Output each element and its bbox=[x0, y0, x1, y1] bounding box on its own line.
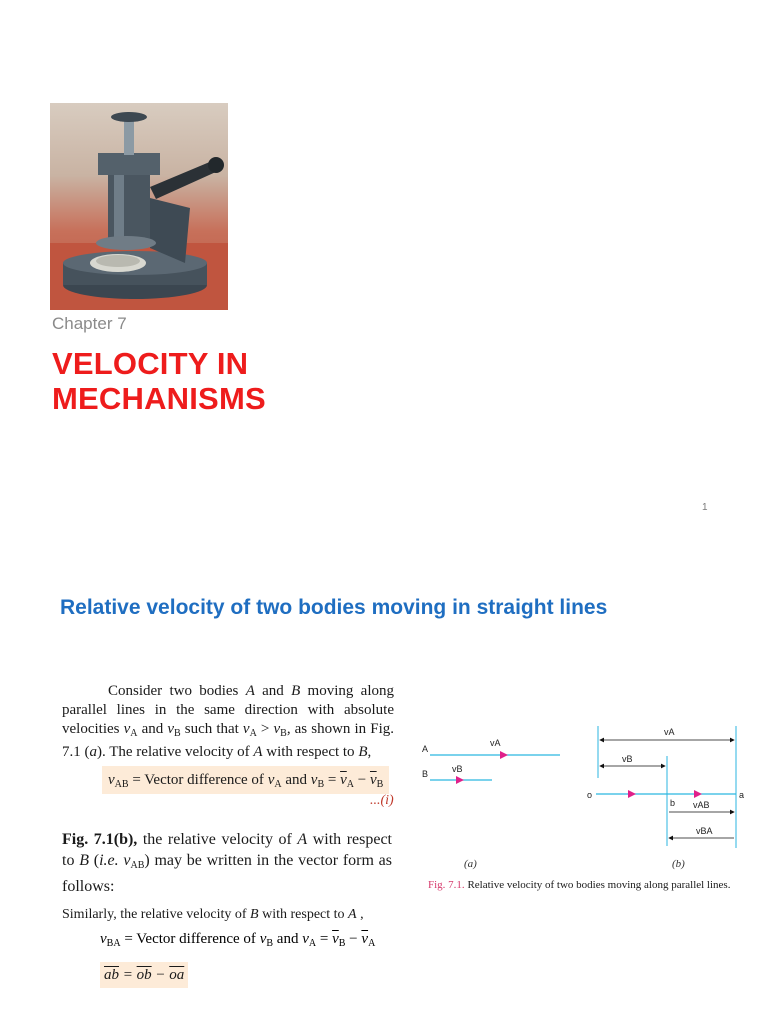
equation-vab: $v_{AB}$ = Vector difference of $v_A$ and $v_B = \overline{v}_A - \overline{v}_B$ bbox=[102, 766, 389, 794]
chapter-title-line-1: VELOCITY IN bbox=[52, 346, 249, 381]
label-a: a bbox=[739, 790, 745, 800]
vector-form-paragraph: Fig. 7.1(b), the relative velocity of A with respect to B (i.e. $v_{AB}$) may be written in the vector form as follows: bbox=[62, 831, 393, 895]
chapter-title-line-2: MECHANISMS bbox=[52, 381, 266, 416]
chapter-label: Chapter 7 bbox=[52, 314, 127, 333]
intro-paragraph: Consider two bodies A and B moving along parallel lines in the same direction with absolute velocities $v_A$ and $v_B$ such that $v_A > v_B$, as shown in Fig. 7.1 (a). The relative velocity of A with respect to B, bbox=[62, 683, 394, 760]
label-vb-b: vB bbox=[622, 754, 633, 764]
label-b: b bbox=[670, 798, 676, 808]
equation-number: ...(i) bbox=[370, 793, 394, 808]
similarly-paragraph: Similarly, the relative velocity of B with respect to A , bbox=[62, 907, 364, 922]
arrow-body-b bbox=[456, 776, 464, 784]
label-va-b: vA bbox=[664, 727, 675, 737]
label-body-b: B bbox=[422, 769, 429, 779]
label-vab: vAB bbox=[693, 800, 710, 810]
label-va-a: vA bbox=[490, 738, 501, 748]
label-vba: vBA bbox=[696, 826, 713, 836]
slide-number: 1 bbox=[702, 502, 708, 513]
arrow-body-a bbox=[500, 751, 508, 759]
figure-sub-label-a: (a) bbox=[464, 858, 477, 870]
label-vb-a: vB bbox=[452, 764, 463, 774]
relative-velocity-figure bbox=[412, 718, 752, 898]
arrow-ob bbox=[628, 790, 636, 798]
equation-vba: $v_{BA}$ = Vector difference of $v_B$ and $v_A = \overline{v}_B - \overline{v}_A$ bbox=[100, 931, 376, 949]
section-heading: Relative velocity of two bodies moving in straight lines bbox=[60, 596, 608, 619]
figure-sub-label-b: (b) bbox=[672, 858, 685, 870]
label-o: o bbox=[587, 790, 593, 800]
figure-caption: Fig. 7.1. Relative velocity of two bodies moving along parallel lines. bbox=[428, 879, 731, 891]
chapter-title bbox=[52, 346, 266, 416]
label-body-a: A bbox=[422, 744, 429, 754]
press-machine-photo bbox=[50, 103, 228, 310]
equation-ab: $\overline{ab} = \overline{ob} - \overline{oa}$ bbox=[100, 962, 188, 988]
arrow-ba bbox=[694, 790, 702, 798]
